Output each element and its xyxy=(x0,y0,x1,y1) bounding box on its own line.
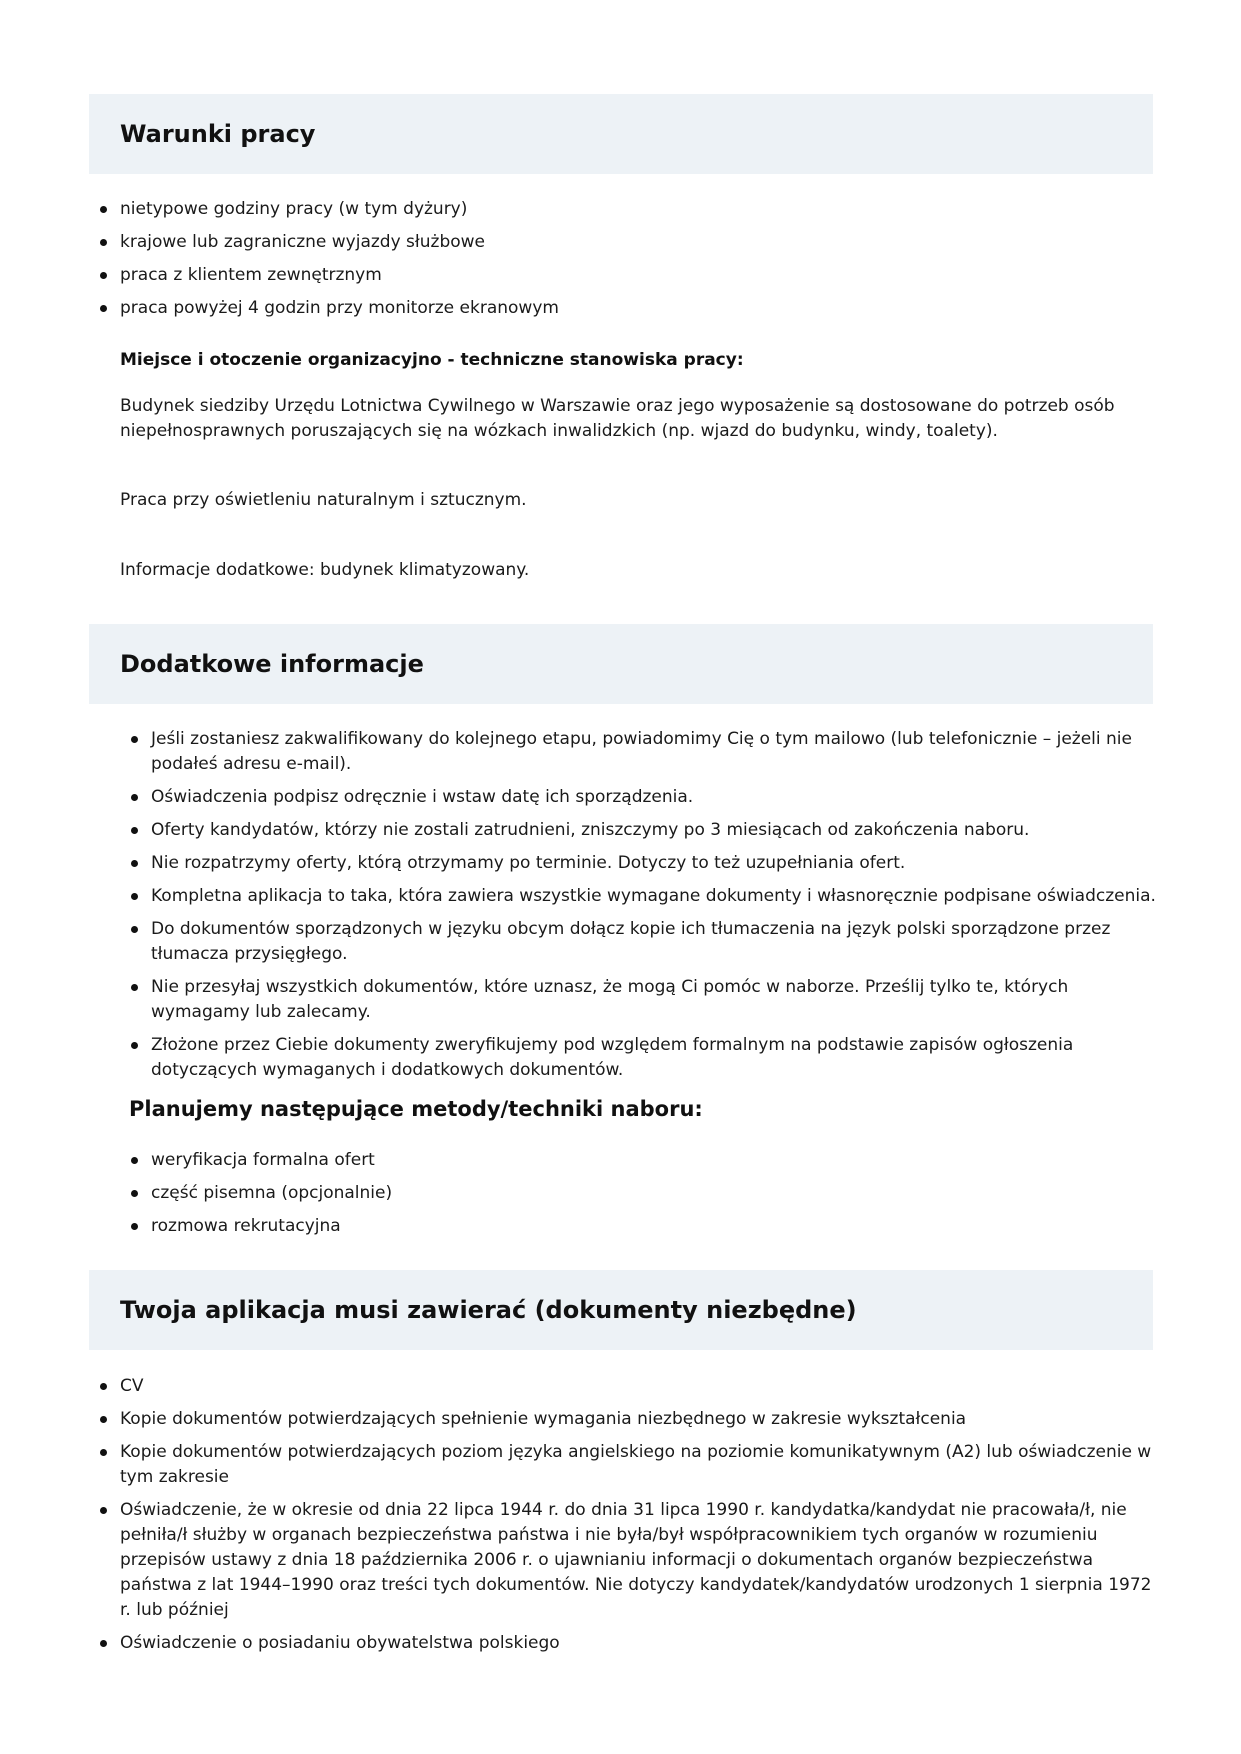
working-conditions-list xyxy=(89,197,1159,321)
list-item: Kopie dokumentów potwierdzających spełnienie wymagania niezbędnego w zakresie wykształcenia xyxy=(89,1407,1159,1432)
recruitment-methods-heading: Planujemy następujące metody/techniki naboru: xyxy=(129,1097,703,1121)
required-documents-list-block xyxy=(89,1374,1159,1664)
list-item: Oświadczenie, że w okresie od dnia 22 lipca 1944 r. do dnia 31 lipca 1990 r. kandydatka/kandydat nie pracowała/ł, nie pełniła/ł służby w organach bezpieczeństwa państwa i nie była/był współpracownikiem tych organów w rozumieniu przepisów ustawy z dnia 18 października 2006 r. o ujawnianiu informacji o dokumentach organów bezpieczeństwa państwa z lat 1944–1990 oraz treści tych dokumentów. Nie dotyczy kandydatek/kandydatów urodzonych 1 sierpnia 1972 r. lub później xyxy=(89,1498,1159,1623)
list-item: Do dokumentów sporządzonych w języku obcym dołącz kopie ich tłumaczenia na język polski sporządzone przez tłumacza przysięgłego. xyxy=(89,917,1159,967)
list-item: rozmowa rekrutacyjna xyxy=(89,1214,1159,1239)
section-header-warunki-pracy xyxy=(89,94,1153,174)
workplace-paragraph-additional: Informacje dodatkowe: budynek klimatyzowany. xyxy=(120,560,530,580)
list-item: CV xyxy=(89,1374,1159,1399)
list-item: Kompletna aplikacja to taka, która zawiera wszystkie wymagane dokumenty i własnoręcznie podpisane oświadczenia. xyxy=(89,884,1159,909)
required-documents-list xyxy=(89,1374,1159,1656)
list-item: Złożone przez Ciebie dokumenty zweryfikujemy pod względem formalnym na podstawie zapisów ogłoszenia dotyczących wymaganych i dodatkowych dokumentów. xyxy=(89,1033,1159,1083)
list-item: Kopie dokumentów potwierdzających poziom języka angielskiego na poziomie komunikatywnym (A2) lub oświadczenie w tym zakresie xyxy=(89,1440,1159,1490)
section-header-dokumenty-niezbedne xyxy=(89,1270,1153,1350)
workplace-paragraph-building: Budynek siedziby Urzędu Lotnictwa Cywilnego w Warszawie oraz jego wyposażenie są dostosowane do potrzeb osób niepełnosprawnych poruszających się na wózkach inwalidzkich (np. wjazd do budynku, windy, toalety). xyxy=(120,396,1115,441)
list-item: Oświadczenia podpisz odręcznie i wstaw datę ich sporządzenia. xyxy=(89,785,1159,810)
additional-info-list xyxy=(89,727,1159,1083)
list-item: praca z klientem zewnętrznym xyxy=(89,263,1159,288)
additional-info-list-block xyxy=(89,727,1159,1091)
section-title: Dodatkowe informacje xyxy=(120,650,424,678)
section-header-dodatkowe-informacje xyxy=(89,624,1153,704)
list-item: Oferty kandydatów, którzy nie zostali zatrudnieni, zniszczymy po 3 miesiącach od zakończenia naboru. xyxy=(89,818,1159,843)
workplace-subheading: Miejsce i otoczenie organizacyjno - techniczne stanowiska pracy: xyxy=(120,350,744,370)
list-item: praca powyżej 4 godzin przy monitorze ekranowym xyxy=(89,296,1159,321)
list-item: Nie przesyłaj wszystkich dokumentów, które uznasz, że mogą Ci pomóc w naborze. Prześlij tylko te, których wymagamy lub zalecamy. xyxy=(89,975,1159,1025)
list-item: część pisemna (opcjonalnie) xyxy=(89,1181,1159,1206)
list-item: Nie rozpatrzymy oferty, którą otrzymamy po terminie. Dotyczy to też uzupełniania ofert. xyxy=(89,851,1159,876)
working-conditions-list-block xyxy=(89,197,1159,329)
list-item: Jeśli zostaniesz zakwalifikowany do kolejnego etapu, powiadomimy Cię o tym mailowo (lub telefonicznie – jeżeli nie podałeś adresu e-mail). xyxy=(89,727,1159,777)
list-item: nietypowe godziny pracy (w tym dyżury) xyxy=(89,197,1159,222)
recruitment-methods-list xyxy=(89,1148,1159,1239)
workplace-paragraph-lighting: Praca przy oświetleniu naturalnym i sztucznym. xyxy=(120,490,527,510)
section-title: Twoja aplikacja musi zawierać (dokumenty niezbędne) xyxy=(120,1296,857,1324)
list-item: krajowe lub zagraniczne wyjazdy służbowe xyxy=(89,230,1159,255)
recruitment-methods-block xyxy=(89,1148,1159,1247)
section-title: Warunki pracy xyxy=(120,120,316,148)
list-item: weryfikacja formalna ofert xyxy=(89,1148,1159,1173)
list-item: Oświadczenie o posiadaniu obywatelstwa polskiego xyxy=(89,1631,1159,1656)
